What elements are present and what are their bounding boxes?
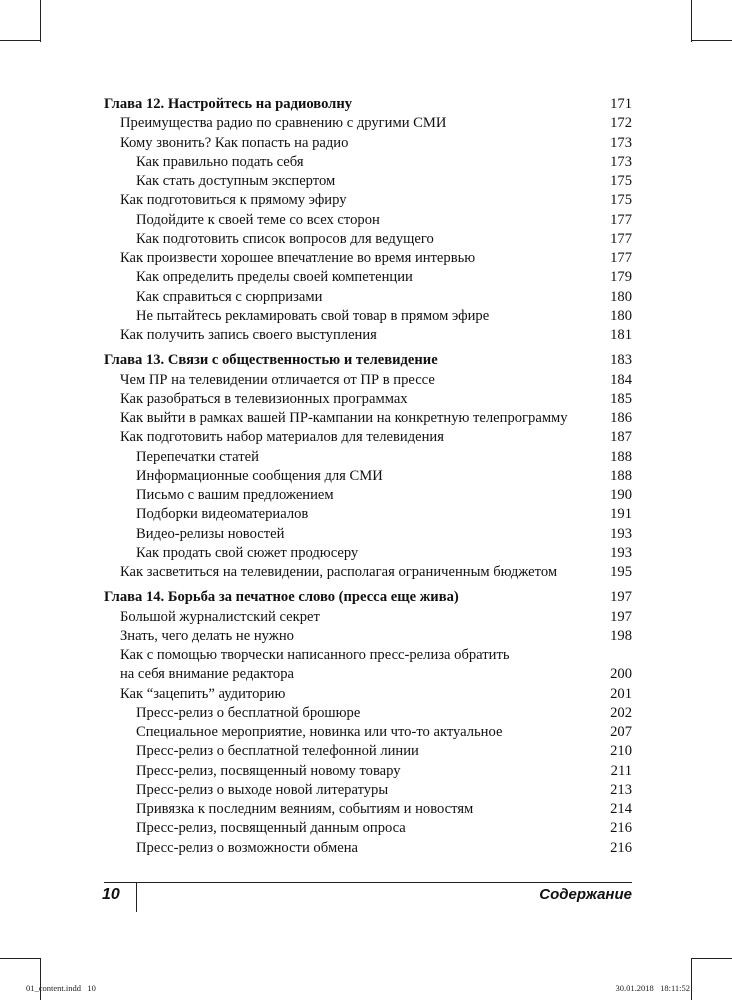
page-number: 10: [102, 886, 120, 903]
toc-page-number: 211: [610, 762, 632, 779]
toc-entry-title: Письмо с вашим предложением: [136, 487, 334, 503]
toc-entry-title: Пресс-релиз, посвященный данным опроса: [136, 820, 406, 837]
crop-mark: [692, 40, 732, 41]
toc-entry-title: [104, 646, 596, 685]
toc-subsection-entry[interactable]: [104, 781, 632, 800]
toc-entry-title: Как определить пределы своей компетенции: [136, 269, 413, 286]
print-slug-date: 30.01.2018 18:11:52: [615, 983, 690, 993]
toc-page-number: 177: [610, 230, 632, 247]
toc-entry-title: Пресс-релиз, посвященный новому товару: [136, 762, 401, 779]
toc-subsection-entry[interactable]: [104, 486, 632, 505]
crop-mark: [0, 958, 40, 959]
toc-entry-title: Как стать доступным экспертом: [136, 173, 336, 189]
toc-section-entry[interactable]: [104, 563, 632, 582]
toc-page-number: 175: [610, 173, 632, 189]
toc-entry-title: Подборки видеоматериалов: [136, 506, 309, 523]
toc-entry-title: Информационные сообщения для СМИ: [136, 467, 383, 484]
toc-entry-title: Как засветиться на телевидении, располагая ограниченным бюджетом: [120, 564, 558, 580]
footer-divider: [136, 882, 137, 912]
toc-page-number: 177: [610, 250, 632, 266]
toc-section-entry[interactable]: [104, 685, 632, 704]
toc-entry-title-line: Как с помощью творчески написанного пресс-релиза обратить: [120, 647, 510, 663]
toc-page-number: 180: [610, 288, 632, 305]
toc-entry-title: Пресс-релиз о возможности обмена: [136, 839, 358, 856]
toc-page-number: 191: [610, 506, 632, 523]
toc-page-number: 187: [610, 429, 632, 446]
toc-section-entry[interactable]: [104, 134, 632, 153]
toc-entry-title: Как подготовиться к прямому эфиру: [120, 192, 347, 209]
toc-entry-title: Как подготовить набор материалов для телевидения: [120, 429, 444, 446]
toc-page-number: 198: [610, 627, 632, 644]
toc-subsection-entry[interactable]: [104, 268, 632, 287]
section-title: Содержание: [539, 886, 632, 903]
toc-page-number: 201: [610, 685, 632, 702]
toc-subsection-entry[interactable]: [104, 525, 632, 544]
toc-entry-title: Перепечатки статей: [136, 448, 259, 465]
crop-mark: [691, 0, 692, 42]
crop-mark: [40, 0, 41, 42]
toc-entry-title: Пресс-релиз о выходе новой литературы: [136, 781, 389, 798]
toc-entry-title: Как “зацепить” аудиторию: [120, 685, 286, 702]
print-slug-file: 01_content.indd 10: [26, 983, 96, 993]
toc-page-number: 202: [610, 704, 632, 721]
toc-chapter-title: Глава 14. Борьба за печатное слово (пресса еще жива): [104, 589, 459, 606]
toc-subsection-entry[interactable]: [104, 544, 632, 563]
toc-page-number: 210: [610, 743, 632, 760]
toc-entry-title: Как произвести хорошее впечатление во время интервью: [120, 250, 476, 266]
toc-page-number: 213: [610, 781, 632, 798]
toc-subsection-entry[interactable]: [104, 723, 632, 742]
toc-chapter: [104, 95, 632, 345]
toc-subsection-entry[interactable]: [104, 172, 632, 191]
toc-page-number: 173: [610, 134, 632, 151]
toc-entry-title: Пресс-релиз о бесплатной телефонной линии: [136, 743, 419, 760]
toc-section-entry[interactable]: [104, 627, 632, 646]
toc-page-number: 175: [610, 192, 632, 209]
toc-page-number: 195: [610, 564, 632, 580]
toc-page-number: 216: [610, 839, 632, 856]
toc-section-entry[interactable]: [104, 326, 632, 345]
toc-subsection-entry[interactable]: [104, 288, 632, 307]
toc-subsection-entry[interactable]: [104, 467, 632, 486]
toc-entry-title: Привязка к последним веяниям, событиям и новостям: [136, 801, 474, 817]
toc-chapter-title: Глава 12. Настройтесь на радиоволну: [104, 96, 353, 112]
toc-entry-title: Знать, чего делать не нужно: [120, 627, 294, 644]
toc-chapter-heading[interactable]: [104, 95, 632, 114]
toc-chapter: [104, 588, 632, 858]
toc-subsection-entry[interactable]: [104, 153, 632, 172]
toc-page-number: 171: [610, 96, 632, 112]
toc-section-entry[interactable]: [104, 409, 632, 428]
toc-entry-title: Как подготовить список вопросов для ведущего: [136, 230, 434, 247]
toc-section-entry[interactable]: [104, 390, 632, 409]
toc-section-entry[interactable]: [104, 608, 632, 627]
toc-section-entry[interactable]: [104, 428, 632, 447]
crop-mark: [691, 958, 692, 1000]
toc-subsection-entry[interactable]: [104, 307, 632, 326]
toc-subsection-entry[interactable]: [104, 742, 632, 761]
toc-subsection-entry[interactable]: [104, 839, 632, 858]
toc-page-number: 185: [610, 390, 632, 407]
toc-chapter-heading[interactable]: [104, 351, 632, 370]
table-of-contents: [104, 95, 632, 858]
toc-entry-title-line: на себя внимание редактора: [120, 666, 294, 683]
toc-entry-title: Подойдите к своей теме со всех сторон: [136, 211, 380, 228]
toc-page-number: 172: [610, 115, 632, 132]
toc-subsection-entry[interactable]: [104, 800, 632, 819]
crop-mark: [692, 958, 732, 959]
toc-page-number: 184: [610, 371, 632, 388]
toc-chapter: [104, 351, 632, 582]
toc-entry-title: Как продать свой сюжет продюсеру: [136, 544, 359, 561]
toc-chapter-title: Глава 13. Связи с общественностью и телевидение: [104, 352, 438, 369]
toc-entry-title: Как выйти в рамках вашей ПР-кампании на конкретную телепрограмму: [120, 410, 568, 426]
toc-page-number: 197: [610, 608, 632, 625]
toc-page-number: 183: [610, 352, 632, 369]
toc-chapter-heading[interactable]: [104, 588, 632, 607]
toc-subsection-entry[interactable]: [104, 819, 632, 838]
toc-section-entry[interactable]: [104, 191, 632, 210]
toc-subsection-entry[interactable]: [104, 230, 632, 249]
toc-entry-title: Не пытайтесь рекламировать свой товар в прямом эфире: [136, 307, 490, 324]
toc-section-entry[interactable]: [104, 114, 632, 133]
toc-entry-title: Преимущества радио по сравнению с другими СМИ: [120, 115, 447, 132]
toc-entry-title: Как правильно подать себя: [136, 153, 304, 170]
toc-section-entry[interactable]: [104, 646, 632, 685]
toc-page-number: 179: [610, 269, 632, 286]
crop-mark: [0, 40, 40, 41]
toc-page-number: 186: [610, 410, 632, 426]
toc-page-number: 181: [610, 327, 632, 343]
toc-entry-title: Как справиться с сюрпризами: [136, 288, 323, 305]
toc-page-number: 193: [610, 525, 632, 542]
toc-page-number: 177: [610, 211, 632, 228]
toc-entry-title: Чем ПР на телевидении отличается от ПР в прессе: [120, 371, 435, 388]
toc-subsection-entry[interactable]: [104, 448, 632, 467]
toc-entry-title: Видео-релизы новостей: [136, 525, 285, 542]
toc-page-number: 188: [610, 448, 632, 465]
toc-entry-title: Специальное мероприятие, новинка или что-то актуальное: [136, 724, 503, 740]
toc-subsection-entry[interactable]: [104, 704, 632, 723]
toc-page-number: 200: [610, 666, 632, 683]
toc-entry-title: Кому звонить? Как попасть на радио: [120, 134, 349, 151]
toc-page-number: 216: [610, 820, 632, 837]
toc-section-entry[interactable]: [104, 249, 632, 268]
crop-mark: [40, 958, 41, 1000]
toc-page-number: 180: [610, 307, 632, 324]
toc-subsection-entry[interactable]: [104, 505, 632, 524]
toc-section-entry[interactable]: [104, 371, 632, 390]
toc-entry-title: Большой журналистский секрет: [120, 608, 320, 625]
toc-page-number: 190: [610, 487, 632, 503]
toc-page-number: 214: [610, 801, 632, 817]
toc-page-number: 197: [610, 589, 632, 606]
toc-entry-title: Пресс-релиз о бесплатной брошюре: [136, 704, 361, 721]
toc-page-number: 173: [610, 153, 632, 170]
toc-entry-title: Как получить запись своего выступления: [120, 327, 377, 343]
toc-subsection-entry[interactable]: [104, 211, 632, 230]
toc-page-number: 207: [610, 724, 632, 740]
toc-subsection-entry[interactable]: [104, 762, 632, 781]
toc-entry-title: Как разобраться в телевизионных программах: [120, 390, 408, 407]
footer-rule: [104, 882, 632, 883]
toc-page-number: 193: [610, 544, 632, 561]
toc-page-number: 188: [610, 467, 632, 484]
